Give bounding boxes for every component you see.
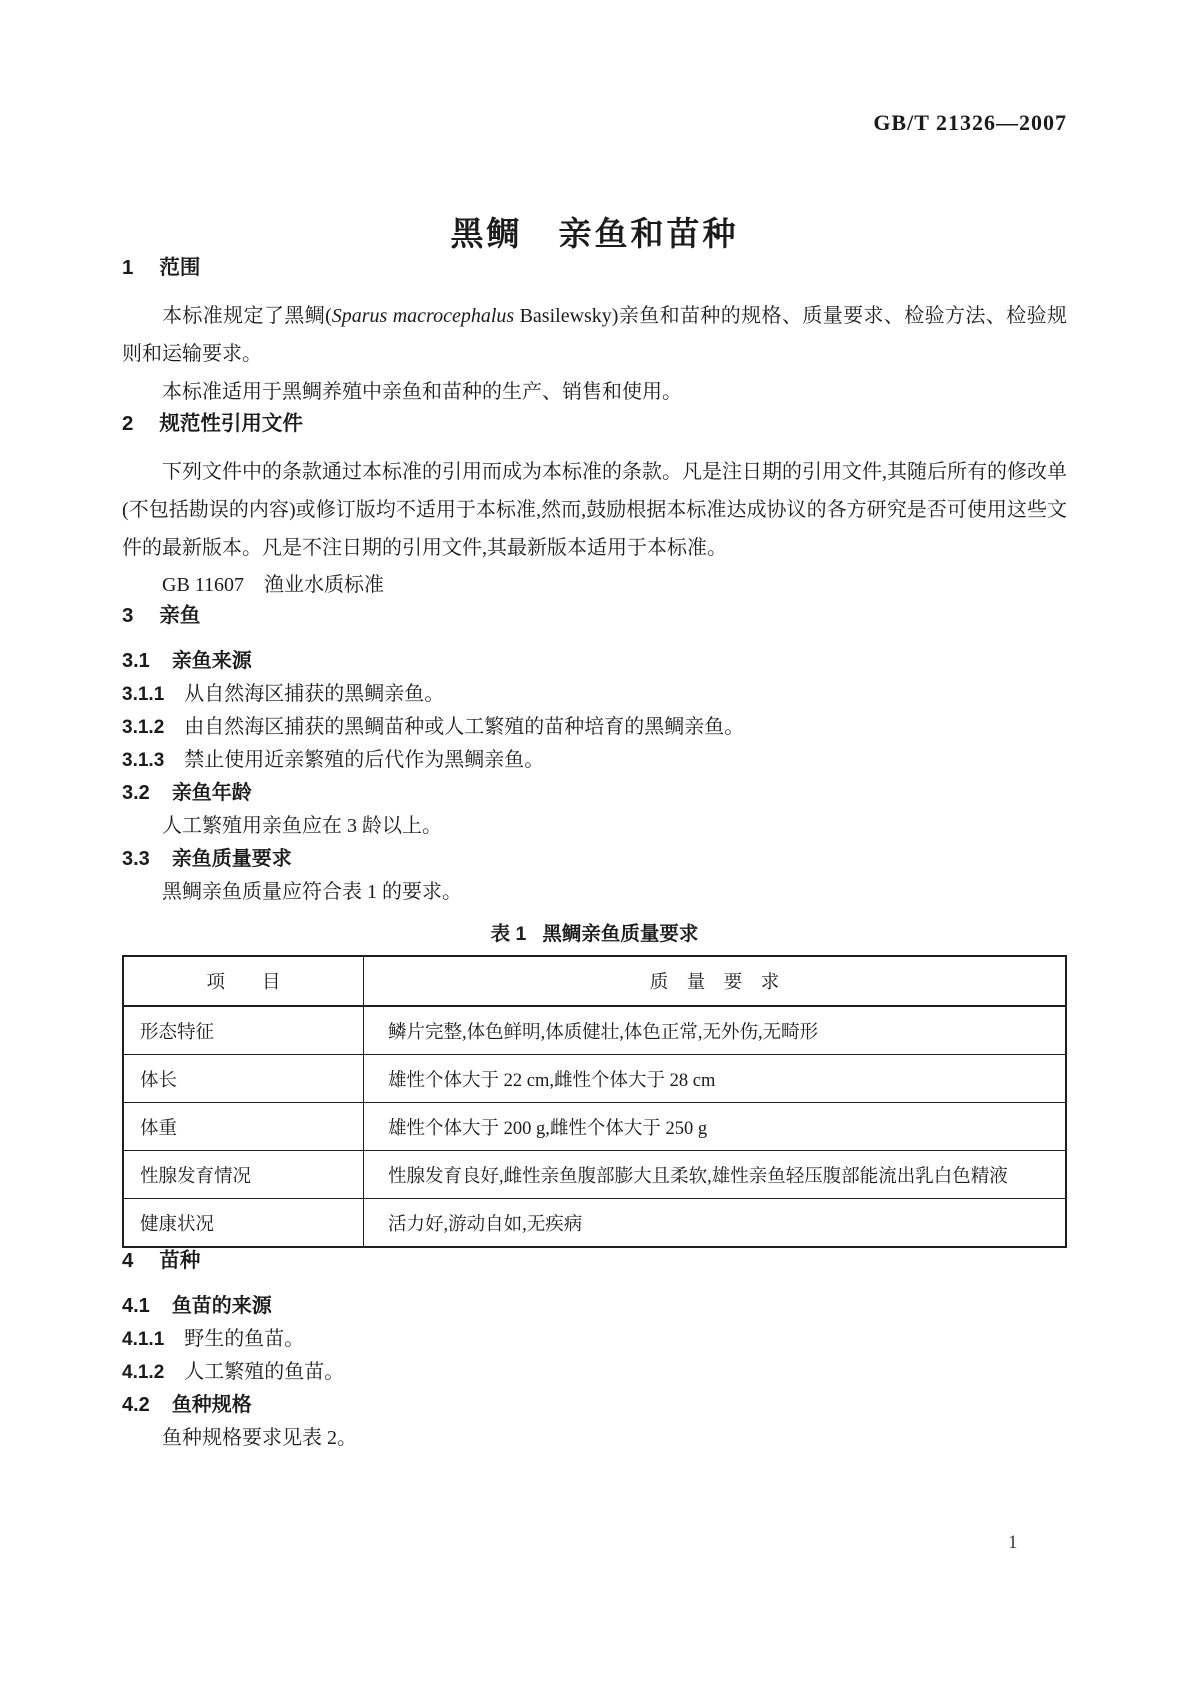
clause-4-2-paragraph: 鱼种规格要求见表 2。 [162,1427,357,1449]
clause-number: 3.2 [122,782,150,804]
row-item: 形态特征 [123,1006,364,1055]
clause-label: 鱼苗的来源 [171,1295,272,1317]
clause-3-1-3 [122,744,1067,777]
table-row-gonad-development [123,1151,1066,1199]
clause-text: 野生的鱼苗。 [184,1328,305,1350]
table-header-row [123,956,1066,1006]
section-broodstock [122,603,1067,909]
clause-number: 3.3 [122,848,150,870]
page-number: 1 [1008,1532,1018,1553]
clause-number: 4.1 [122,1295,150,1317]
clause-text: 从自然海区捕获的黑鲷亲鱼。 [184,683,445,705]
table-1-broodstock-quality [122,955,1067,1248]
section-2-heading [122,411,1067,437]
column-header-requirement: 质 量 要 求 [364,956,1067,1006]
scientific-name: Sparus macrocephalus [331,305,515,327]
table-row-body-length [123,1055,1066,1103]
table-row-morphology [123,1006,1066,1055]
clause-number: 3.1.3 [122,750,165,771]
clause-3-1-1 [122,678,1067,711]
table-1-title: 黑鲷亲鱼质量要求 [542,923,699,945]
clause-label: 鱼种规格 [171,1394,252,1416]
clause-text: 由自然海区捕获的黑鲷苗种或人工繁殖的苗种培育的黑鲷亲鱼。 [184,716,745,738]
clause-number: 3.1.2 [122,717,165,738]
clause-number: 3.1.1 [122,684,165,705]
normative-paragraph: 下列文件中的条款通过本标准的引用而成为本标准的条款。凡是注日期的引用文件,其随后所有的修改单(不包括勘误的内容)或修订版均不适用于本标准,然而,鼓励根据本标准达成协议的各方研究是否可使用这些文件的最新版本。凡是不注日期的引用文件,其最新版本适用于本标准。 [122,461,1067,559]
clause-3-2-heading [122,777,1067,810]
clause-4-1-heading [122,1290,1067,1323]
clause-text: 人工繁殖的鱼苗。 [184,1361,345,1383]
seed-clauses [122,1290,1067,1455]
clause-number: 4.2 [122,1394,150,1416]
section-normative-references [122,411,1067,603]
row-requirement: 活力好,游动自如,无疾病 [364,1199,1067,1248]
row-requirement: 雄性个体大于 22 cm,雌性个体大于 28 cm [364,1055,1067,1103]
scope-p1-post: Basilewsky)亲鱼和苗种的规格、质量要求、检验方法、检验规则和运输要求。 [122,305,1067,365]
row-requirement: 性腺发育良好,雌性亲鱼腹部膨大且柔软,雄性亲鱼轻压腹部能流出乳白色精液 [364,1151,1067,1199]
section-number: 3 [122,604,134,627]
clause-3-3-paragraph: 黑鲷亲鱼质量应符合表 1 的要求。 [162,881,462,903]
standard-number: GB/T 21326—2007 [873,110,1067,135]
clause-label: 亲鱼来源 [171,650,252,672]
row-requirement: 雄性个体大于 200 g,雌性个体大于 250 g [364,1103,1067,1151]
row-item: 健康状况 [123,1199,364,1248]
row-item: 性腺发育情况 [123,1151,364,1199]
clause-label: 亲鱼年龄 [171,782,252,804]
table-row-health [123,1199,1066,1248]
column-header-item: 项 目 [123,956,364,1006]
clause-3-3-heading [122,843,1067,876]
row-item: 体重 [123,1103,364,1151]
section-3-heading [122,603,1067,629]
clause-number: 3.1 [122,650,150,672]
document-title: 黑鲷 亲鱼和苗种 [450,215,739,252]
section-number: 4 [122,1249,134,1272]
section-number: 2 [122,412,134,435]
table-1-label: 表 1 [490,923,527,945]
section-label: 范围 [159,256,201,279]
clause-label: 亲鱼质量要求 [171,848,292,870]
section-label: 亲鱼 [159,604,201,627]
clause-number: 4.1.2 [122,1362,165,1383]
clause-4-1-1 [122,1323,1067,1356]
section-number: 1 [122,256,134,279]
scope-p1-pre: 本标准规定了黑鲷( [162,305,332,327]
section-scope [122,255,1067,411]
scope-paragraph-2: 本标准适用于黑鲷养殖中亲鱼和苗种的生产、销售和使用。 [162,381,682,403]
section-seed [122,1248,1067,1455]
broodstock-clauses [122,645,1067,909]
section-1-heading [122,255,1067,281]
clause-4-1-2 [122,1356,1067,1389]
section-label: 苗种 [159,1249,201,1272]
clause-text: 禁止使用近亲繁殖的后代作为黑鲷亲鱼。 [184,749,545,771]
row-requirement: 鳞片完整,体色鲜明,体质健壮,体色正常,无外伤,无畸形 [364,1006,1067,1055]
clause-3-2-paragraph: 人工繁殖用亲鱼应在 3 龄以上。 [162,815,442,837]
clause-4-2-heading [122,1389,1067,1422]
table-1-caption [122,921,1067,947]
section-4-heading [122,1248,1067,1274]
normative-reference: GB 11607 渔业水质标准 [162,574,385,596]
section-label: 规范性引用文件 [159,412,303,435]
table-row-body-weight [123,1103,1066,1151]
scope-paragraph-1 [122,297,1067,373]
clause-number: 4.1.1 [122,1329,165,1350]
clause-3-1-2 [122,711,1067,744]
clause-3-1-heading [122,645,1067,678]
row-item: 体长 [123,1055,364,1103]
